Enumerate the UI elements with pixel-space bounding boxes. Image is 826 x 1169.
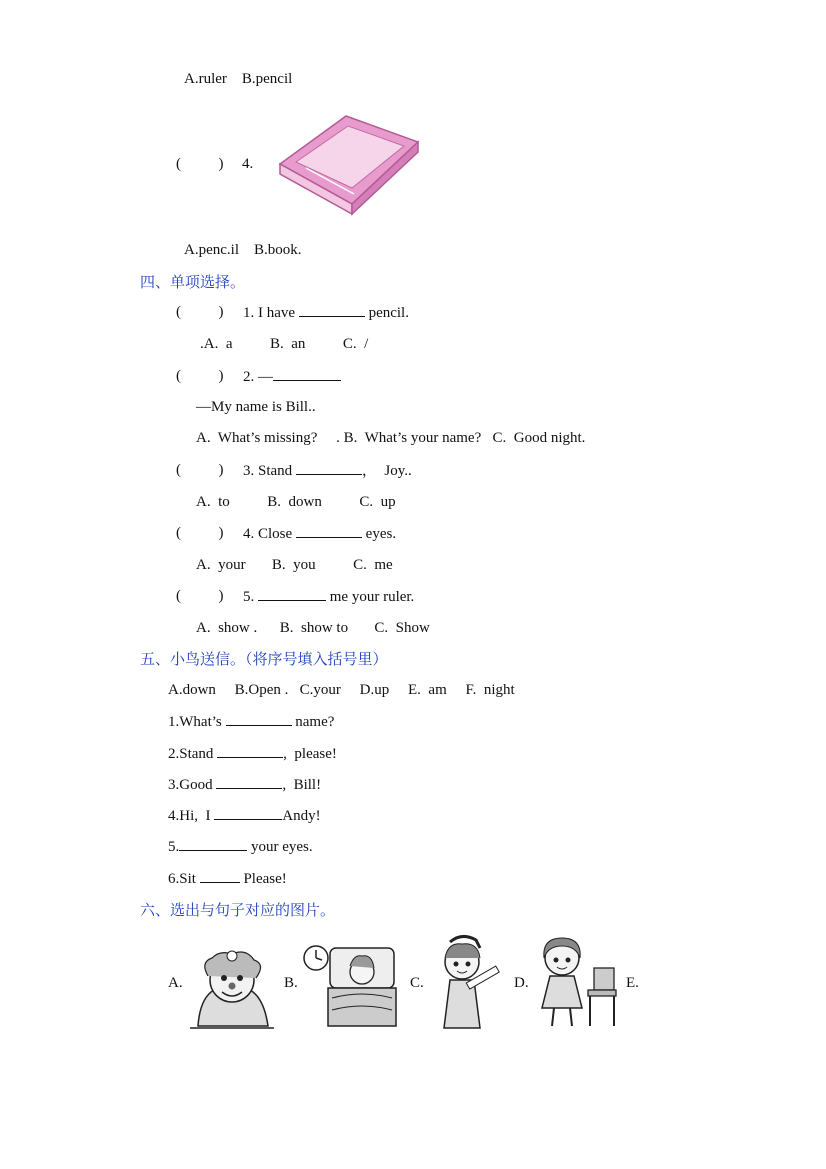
picture-label-d: D.	[514, 975, 529, 991]
s5-item-5-blank[interactable]	[179, 836, 247, 851]
s5-item-2-before: 2.Stand	[168, 746, 218, 762]
s5-item-6-blank[interactable]	[200, 868, 240, 883]
s5-item-4-before: 4.Hi, I	[168, 808, 215, 824]
s5-item-6	[168, 868, 287, 889]
picture-label-c: C.	[410, 975, 424, 991]
q3-options: A.ruler B.pencil	[184, 71, 293, 87]
section6-heading: 六、选出与句子对应的图片。	[140, 901, 336, 919]
s5-item-1-blank[interactable]	[226, 711, 292, 726]
s4-q5-before: 5.	[243, 589, 258, 605]
s4-q3-before: 3. Stand	[243, 463, 296, 479]
s4-q3-after: ， Joy..	[361, 463, 412, 479]
s4-q5-options: A. show . B. show to C. Show	[196, 620, 430, 636]
book-icon	[276, 112, 421, 216]
clown-girl-icon	[190, 946, 274, 1030]
s4-q1	[243, 302, 409, 323]
picture-label-b: B.	[284, 975, 298, 991]
s5-item-5-after: your eyes.	[247, 839, 313, 855]
s4-q3-blank[interactable]	[296, 460, 362, 475]
s4-q2-before: 2. —	[243, 369, 273, 385]
s5-item-3-blank[interactable]	[216, 774, 282, 789]
s5-item-1-after: name?	[291, 714, 335, 730]
s5-item-5-before: 5.	[168, 839, 180, 855]
s4-q2-blank[interactable]	[273, 366, 341, 381]
q4-options: A.penc.il B.book.	[184, 242, 302, 258]
s4-q4	[243, 523, 396, 544]
s4-q3-options: A. to B. down C. up	[196, 494, 396, 510]
s4-q5-paren: ( )	[176, 588, 224, 604]
s4-q2-options: A. What’s missing? . B. What’s your name? C. Good night.	[196, 430, 586, 446]
s4-q4-paren: ( )	[176, 525, 224, 541]
s4-q4-after: eyes.	[361, 526, 397, 542]
s4-q5-after: me your ruler.	[326, 589, 415, 605]
girl-in-bed-clock-icon	[302, 942, 398, 1030]
q4-paren: ( )	[176, 156, 224, 172]
word-bank: A.down B.Open . C.your D.up E. am F. night	[168, 682, 515, 698]
s4-q1-options: .A. a B. an C. /	[200, 336, 369, 352]
s4-q1-paren: ( )	[176, 304, 224, 320]
s5-item-5	[168, 836, 313, 857]
s4-q1-before: 1. I have	[243, 305, 299, 321]
s5-item-6-after: Please!	[239, 871, 287, 887]
s5-item-1-before: 1.What’s	[168, 714, 226, 730]
q4-number: 4.	[242, 156, 254, 172]
s4-q2	[243, 366, 341, 387]
s5-item-4-after: Andy!	[282, 808, 321, 824]
girl-with-ruler-icon	[428, 934, 500, 1032]
picture-label-a: A.	[168, 975, 183, 991]
s4-q4-blank[interactable]	[296, 523, 362, 538]
s4-q1-blank[interactable]	[299, 302, 365, 317]
s4-q5-blank[interactable]	[258, 586, 326, 601]
s5-item-3-after: , Bill!	[282, 777, 322, 793]
s5-item-3-before: 3.Good	[168, 777, 217, 793]
picture-label-e: E.	[626, 975, 639, 991]
s5-item-6-before: 6.Sit	[168, 871, 200, 887]
s5-item-3	[168, 774, 321, 795]
s4-q4-before: 4. Close	[243, 526, 296, 542]
s5-item-4-blank[interactable]	[214, 805, 282, 820]
girl-by-chair-icon	[532, 934, 618, 1030]
section4-heading: 四、单项选择。	[140, 273, 246, 291]
s4-q3	[243, 460, 412, 481]
s4-q5	[243, 586, 414, 607]
s5-item-2	[168, 743, 337, 764]
s5-item-2-blank[interactable]	[217, 743, 283, 758]
s5-item-2-after: , please!	[283, 746, 337, 762]
section5-heading: 五、小鸟送信。（将序号填入括号里）	[140, 650, 388, 668]
s4-q4-options: A. your B. you C. me	[196, 557, 393, 573]
s4-q2-answer-line: —My name is Bill..	[196, 399, 316, 415]
s4-q2-paren: ( )	[176, 368, 224, 384]
s4-q1-after: pencil.	[364, 305, 409, 321]
s5-item-1	[168, 711, 334, 732]
s4-q3-paren: ( )	[176, 462, 224, 478]
s5-item-4	[168, 805, 321, 826]
